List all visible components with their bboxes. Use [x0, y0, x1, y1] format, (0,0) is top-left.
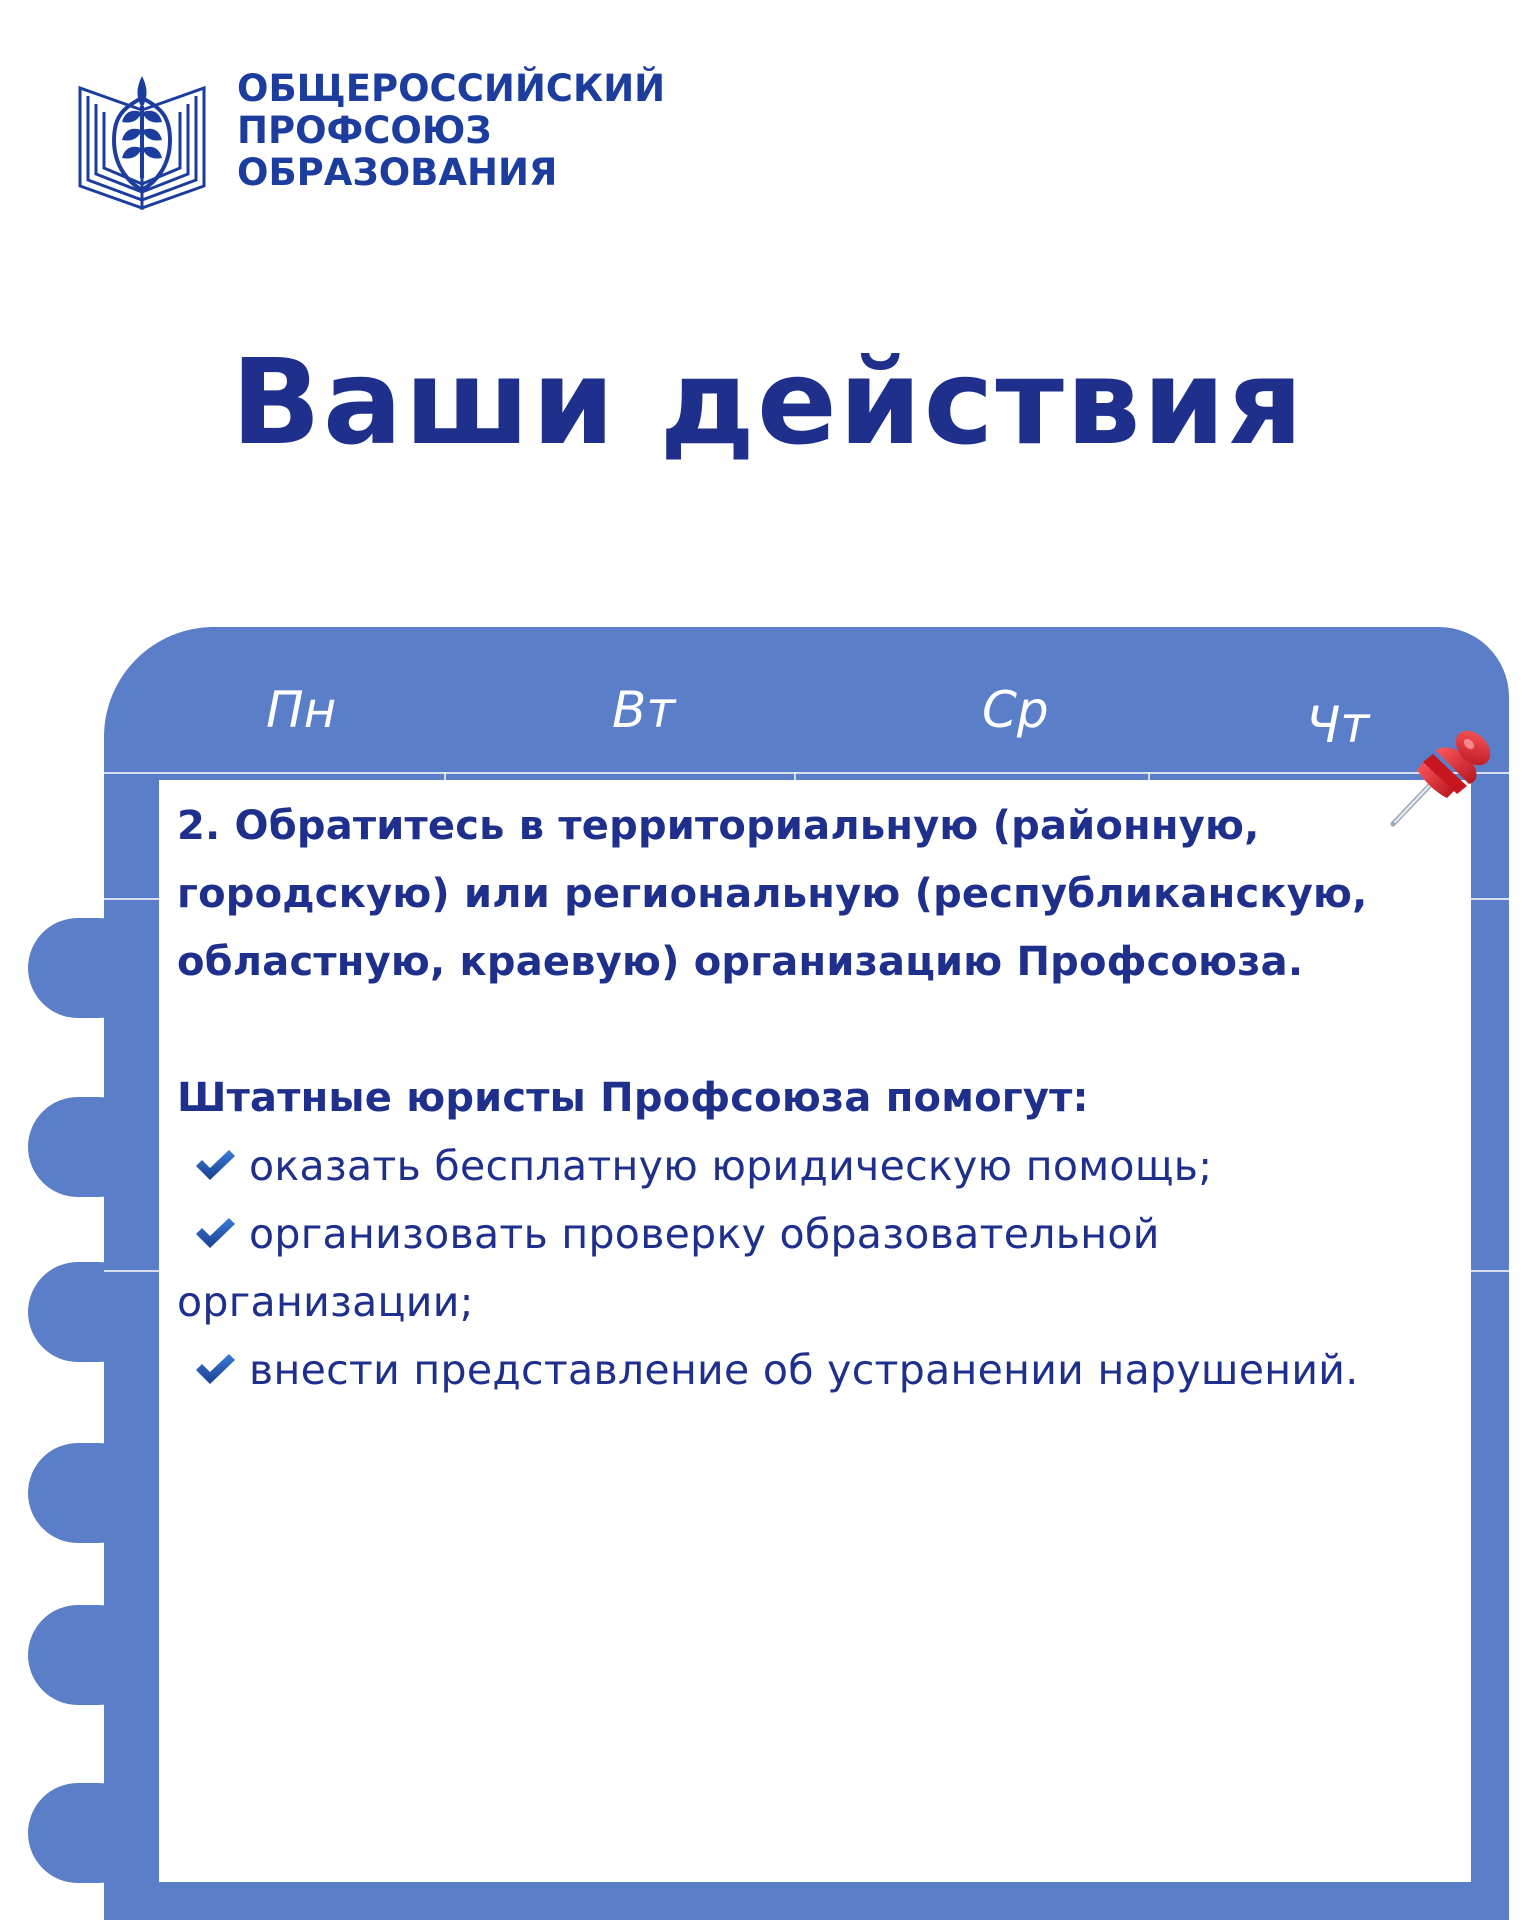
grid-line	[104, 1270, 159, 1272]
list-item	[177, 1336, 1467, 1404]
logo-text	[237, 67, 666, 194]
book-wheat-emblem-icon	[72, 58, 212, 213]
list-item	[177, 1132, 1467, 1200]
logo-line-1: ОБЩЕРОССИЙСКИЙ	[237, 67, 666, 110]
checkmark-icon	[193, 1148, 237, 1182]
binder-tab	[28, 1443, 148, 1543]
binder-tab	[28, 918, 148, 1018]
binder-tab	[28, 1262, 148, 1362]
spacer	[177, 996, 1467, 1064]
binder-tab	[28, 1097, 148, 1197]
list-item-text: внести представление об устранении нарушений.	[249, 1346, 1359, 1394]
logo-line-2: ПРОФСОЮЗ	[237, 109, 492, 152]
step-text: 2. Обратитесь в территориальную (районную, городскую) или региональную (республиканскую, областную, краевую) организацию Профсоюза.	[177, 803, 1368, 985]
pushpin-icon	[1385, 720, 1500, 830]
checkmark-icon	[193, 1216, 237, 1250]
checkmark-icon	[193, 1352, 237, 1386]
day-label-tue: Вт	[612, 681, 676, 739]
grid-line	[104, 772, 1509, 774]
logo-line-3: ОБРАЗОВАНИЯ	[237, 151, 558, 194]
list-item-text: оказать бесплатную юридическую помощь;	[249, 1142, 1213, 1190]
list-item	[177, 1200, 1467, 1336]
page-title: Ваши действия	[230, 333, 1306, 471]
content-sheet	[159, 780, 1471, 1882]
binder-tab	[28, 1605, 148, 1705]
day-label-wed: Ср	[982, 681, 1049, 739]
binder-tab	[28, 1783, 148, 1883]
list-item-text: организовать проверку образовательной организации;	[177, 1210, 1160, 1326]
day-label-mon: Пн	[266, 681, 337, 739]
day-label-thu: Чт	[1306, 696, 1370, 754]
logo	[72, 58, 666, 218]
grid-line	[1471, 1270, 1509, 1272]
sheet-text	[177, 792, 1467, 1404]
grid-line	[1471, 898, 1509, 900]
lawyers-heading: Штатные юристы Профсоюза помогут:	[177, 1075, 1089, 1121]
grid-line	[104, 898, 159, 900]
